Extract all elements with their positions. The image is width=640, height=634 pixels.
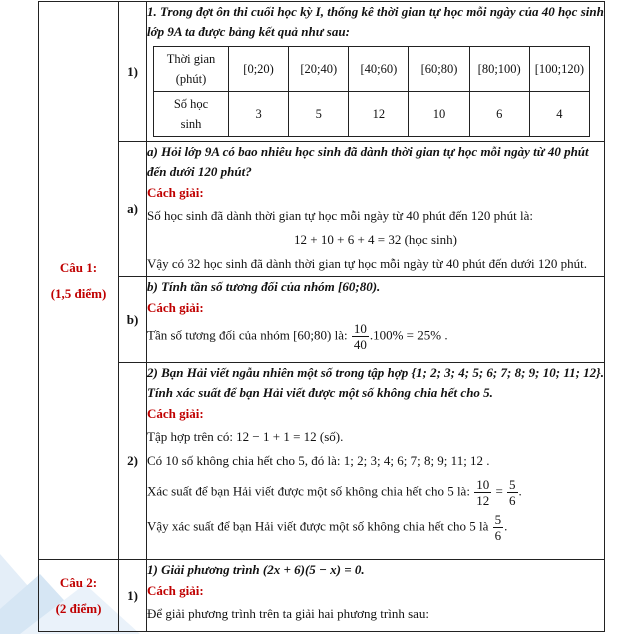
- q1-partb-row: [39, 277, 605, 363]
- q2-part1-solution-heading: Cách giải:: [147, 583, 204, 598]
- fraction: [474, 477, 491, 508]
- count-cell: 6: [469, 92, 529, 137]
- q1-partb-content: [147, 277, 605, 363]
- q1-parta-prompt: a) Hỏi lớp 9A có bao nhiêu học sinh đã dành thời gian tự học mỗi ngày từ 40 phút đến dưới 120 phút?: [147, 144, 589, 179]
- q2-part1-line1: Để giải phương trình trên ta giải hai phương trình sau:: [147, 606, 430, 621]
- q1-partb-number: b): [119, 277, 147, 363]
- frequency-table-row-label: [154, 47, 229, 92]
- q1-part2-row: [39, 363, 605, 560]
- frequency-table: [153, 46, 590, 137]
- q1-part2-line3-prefix: Xác suất để bạn Hải viết được một số không chia hết cho 5 là:: [147, 483, 474, 499]
- fraction-numerator: 5: [494, 512, 502, 527]
- interval-cell: [40;60): [349, 47, 409, 92]
- q2-part1-prompt: 1) Giải phương trình (2x + 6)(5 − x) = 0.: [147, 562, 365, 577]
- q1-parta-equation: 12 + 10 + 6 + 4 = 32 (học sinh): [294, 232, 457, 247]
- fraction-denominator: 6: [494, 528, 502, 543]
- q1-part2-number: 2): [119, 363, 147, 560]
- row-label-line: (phút): [175, 72, 207, 86]
- q1-partb-line: [147, 321, 604, 352]
- q1-label-cell: [39, 2, 119, 560]
- q1-part2-line2: Có 10 số không chia hết cho 5, đó là: 1; 2; 3; 4; 6; 7; 8; 9; 11; 12 .: [147, 453, 490, 468]
- q1-points: (1,5 điểm): [50, 285, 107, 301]
- q1-part1-prompt: 1. Trong đợt ôn thi cuối học kỳ I, thống kê thời gian tự học mỗi ngày của 40 học sinh lớp 9A ta được bảng kết quả như sau:: [147, 4, 604, 39]
- q1-part2-solution-heading: Cách giải:: [147, 406, 204, 421]
- interval-cell: [80;100): [469, 47, 529, 92]
- q1-partb-solution-heading: Cách giải:: [147, 300, 204, 315]
- interval-cell: [0;20): [229, 47, 289, 92]
- q1-parta-line1: Số học sinh đã dành thời gian tự học mỗi ngày từ 40 phút đến 120 phút là:: [147, 208, 534, 223]
- fraction: [352, 321, 369, 352]
- interval-cell: [60;80): [409, 47, 469, 92]
- q1-partb-line-suffix: .100% = 25% .: [369, 327, 448, 343]
- q1-parta-row: [39, 142, 605, 277]
- q1-part1-row: [39, 2, 605, 142]
- q2-part1-content: [147, 560, 605, 632]
- frequency-table-count-row: [154, 92, 590, 137]
- count-cell: 5: [289, 92, 349, 137]
- q1-part2-prompt: 2) Bạn Hải viết ngẫu nhiên một số trong tập hợp {1; 2; 3; 4; 5; 6; 7; 8; 9; 10; 11; 12}. Tính xác suất để bạn Hải viết được một số không chia hết cho 5.: [147, 365, 604, 400]
- q1-part2-line4-prefix: Vậy xác suất để bạn Hải viết được một số không chia hết cho 5 là: [147, 518, 492, 534]
- q1-parta-solution-heading: Cách giải:: [147, 185, 204, 200]
- fraction-denominator: 6: [509, 493, 516, 508]
- q1-part1-content: [147, 2, 605, 142]
- q2-part1-number: 1): [119, 560, 147, 632]
- q2-label: Câu 2:: [59, 574, 98, 590]
- count-cell: 3: [229, 92, 289, 137]
- row-label-line: Số học: [173, 97, 209, 111]
- q1-parta-number: a): [119, 142, 147, 277]
- interval-cell: [20;40): [289, 47, 349, 92]
- fraction-numerator: 10: [353, 321, 367, 336]
- count-cell: 12: [349, 92, 409, 137]
- q2-part1-row: [39, 560, 605, 632]
- fraction-denominator: 12: [476, 493, 490, 508]
- q1-part2-line3: Xác suất để bạn Hải viết được một số không chia hết cho 5 là: $\frac{10}{12}$ = $\frac{5}{6}$ .: [147, 477, 522, 508]
- fraction-numerator: 5: [509, 477, 516, 492]
- q1-parta-conclusion: Vậy có 32 học sinh đã dành thời gian tự học mỗi ngày từ 40 phút đến dưới 120 phút.: [147, 256, 587, 271]
- row-label-line: sinh: [180, 117, 202, 131]
- count-cell: 4: [529, 92, 589, 137]
- answer-table: [38, 1, 605, 632]
- interval-cell: [100;120): [529, 47, 589, 92]
- q1-partb-line-prefix: Tần số tương đối của nhóm [60;80) là:: [147, 327, 351, 343]
- frequency-table-row-label: [154, 92, 229, 137]
- count-cell: 10: [409, 92, 469, 137]
- q1-part2-content: [147, 363, 605, 560]
- q1-partb-prompt: b) Tính tần số tương đối của nhóm [60;80).: [147, 279, 381, 294]
- row-label-line: Thời gian: [166, 52, 216, 66]
- q2-label-cell: [39, 560, 119, 632]
- q1-label: Câu 1:: [59, 259, 98, 275]
- fraction-denominator: 40: [353, 337, 367, 352]
- fraction-numerator: 10: [476, 477, 490, 492]
- q2-points: (2 điểm): [55, 600, 102, 616]
- q1-part1-number: 1): [119, 2, 147, 142]
- q1-part2-line4: Vậy xác suất để bạn Hải viết được một số không chia hết cho 5 là $\frac{5}{6}$ .: [147, 512, 508, 543]
- fraction: [493, 512, 504, 543]
- frequency-table-header-row: [154, 47, 590, 92]
- q1-parta-content: [147, 142, 605, 277]
- q1-part2-line1: Tập hợp trên có: 12 − 1 + 1 = 12 (số).: [147, 429, 344, 444]
- fraction: [507, 477, 518, 508]
